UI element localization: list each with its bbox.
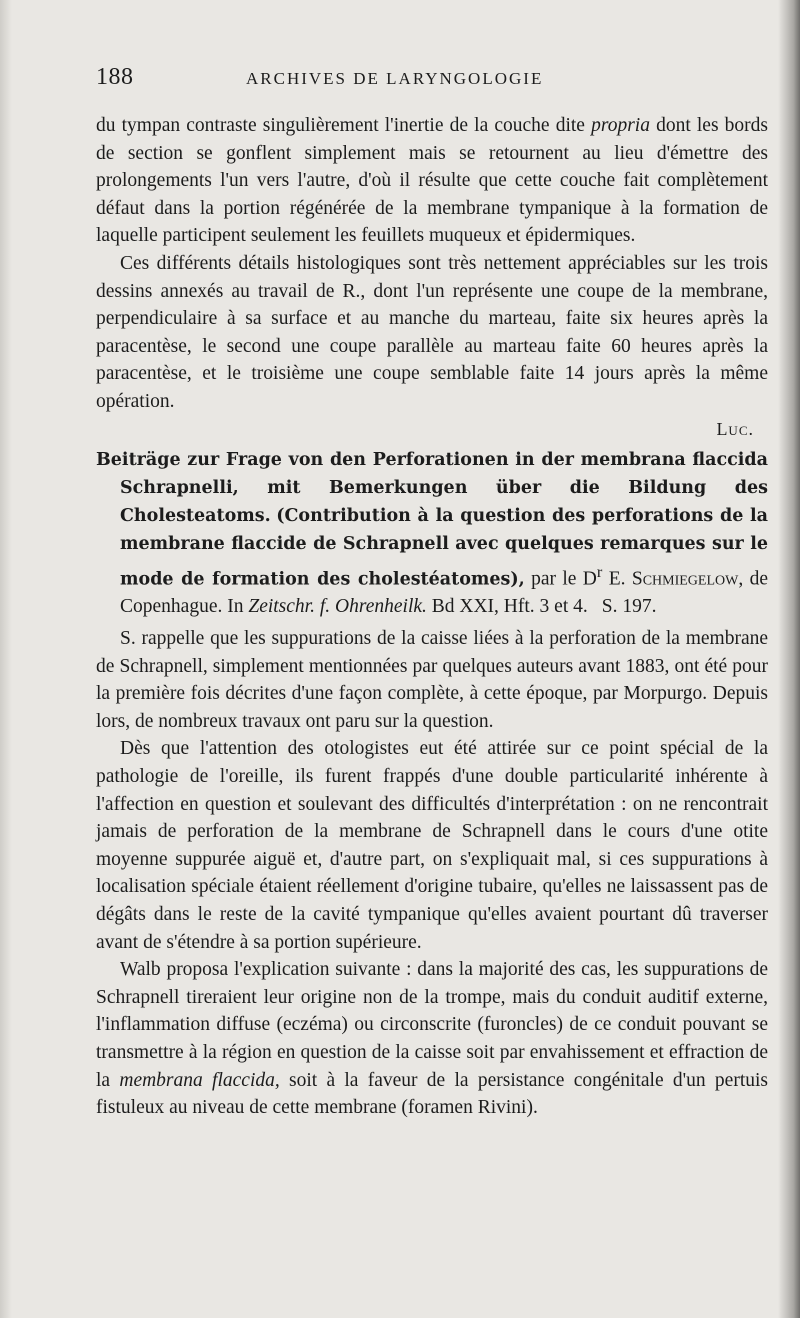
italic-term: propria bbox=[591, 115, 650, 136]
paragraph-histology: Ces différents détails histologiques sont très nettement appréciables sur les trois dessins annexés au travail de R., dont l'un représente une coupe de la membrane, perpendiculaire à sa surface et au manche du marteau, faite six heures après la paracentèse, le second une coupe parallèle au marteau faite 60 heures après la paracentèse, et le troisième une coupe semblable faite 14 jours après la même opération. bbox=[96, 252, 768, 412]
page-header bbox=[96, 64, 768, 98]
paragraph-continuation bbox=[96, 112, 768, 250]
paragraph-history: S. rappelle que les suppurations de la caisse liées à la perforation de la membrane de Schrapnell, simplement mentionnées par quelques auteurs avant 1883, ont été pour la première fois décrites d'une façon complète, à cette époque, par Morpurgo. Depuis lors, de nombreux travaux ont paru sur la question. bbox=[96, 628, 768, 732]
page-body bbox=[96, 112, 768, 1122]
book-page bbox=[96, 64, 768, 1122]
reference-author: Schmiegelow bbox=[631, 568, 739, 590]
page-number: 188 bbox=[96, 64, 134, 90]
scan-right-edge bbox=[778, 0, 800, 1318]
scan-left-edge bbox=[0, 0, 12, 1318]
italic-term: membrana flaccida, bbox=[119, 1069, 280, 1091]
paragraph-text: Walb proposa l'explication suivante : dans la majorité des cas, les suppurations de Schrapnell tireraient leur origine non de la trompe, mais du conduit auditif externe, l'inflammation diffuse (eczéma) ou circonscrite (furoncles) de ce conduit pouvant se transmettre à la région en question de la caisse soit par envahissement et effraction de la bbox=[96, 959, 768, 1091]
reference-dr-superscript: r bbox=[596, 562, 603, 581]
reference-pages: S. 197. bbox=[601, 596, 657, 618]
paragraph-text: soit à la faveur de la persistance congénitale d'un pertuis fistuleux au niveau de cette membrane (foramen Rivini). bbox=[96, 1069, 768, 1119]
reference-author-initial: E. bbox=[602, 568, 632, 590]
running-title: ARCHIVES DE LARYNGOLOGIE bbox=[246, 69, 544, 88]
reference-volume: Bd XXI, Hft. 3 et 4. bbox=[426, 596, 588, 618]
reviewer-signature: Luc. bbox=[716, 418, 754, 439]
paragraph-text: du tympan contraste singulièrement l'inertie de la couche dite bbox=[96, 115, 592, 136]
paragraph-text: dont les bords de section se gonflent simplement mais se retournent au lieu d'émettre des prolongements l'un vers l'autre, d'où il résulte que cette couche fait complètement défaut dans la portion régénérée de la membrane tympanique à la formation de laquelle participent seulement les feuillets muqueux et épidermiques. bbox=[96, 115, 768, 247]
reference-par: par le D bbox=[524, 568, 597, 590]
reference-title-german: Beiträge zur Frage von den Perforationen in der membrana flaccida Schrapnelli, mit Bemerkungen über die Bildung des Cholesteatoms. bbox=[96, 449, 768, 526]
paragraph-walb-explanation bbox=[96, 956, 768, 1122]
bibliographic-reference bbox=[96, 446, 768, 622]
reference-journal: Zeitschr. f. Ohrenheilk. bbox=[248, 596, 427, 618]
reference-location: , de Copenhague. In bbox=[120, 568, 768, 618]
paragraph-difficulties: Dès que l'attention des otologistes eut été attirée sur ce point spécial de la pathologie de l'oreille, ils furent frappés d'une double particularité inhérente à l'affection en question et soulevant des difficultés d'interprétation : on ne rencontrait jamais de perforation de la membrane de Schrapnell dans le cours d'une otite moyenne suppurée aiguë et, d'autre part, on s'expliquait mal, si ces suppurations à localisation spéciale étaient réellement d'origine tubaire, qu'elles ne laissassent pas de dégâts dans le reste de la cavité tympanique qu'elles avaient pourtant dû traverser avant de s'étendre à sa portion supérieure. bbox=[96, 738, 768, 953]
reference-title-french: (Contribution à la question des perforations de la membrane flaccide de Schrapnell avec quelques remarques sur le mode de formation des cholestéatomes), bbox=[120, 505, 769, 590]
